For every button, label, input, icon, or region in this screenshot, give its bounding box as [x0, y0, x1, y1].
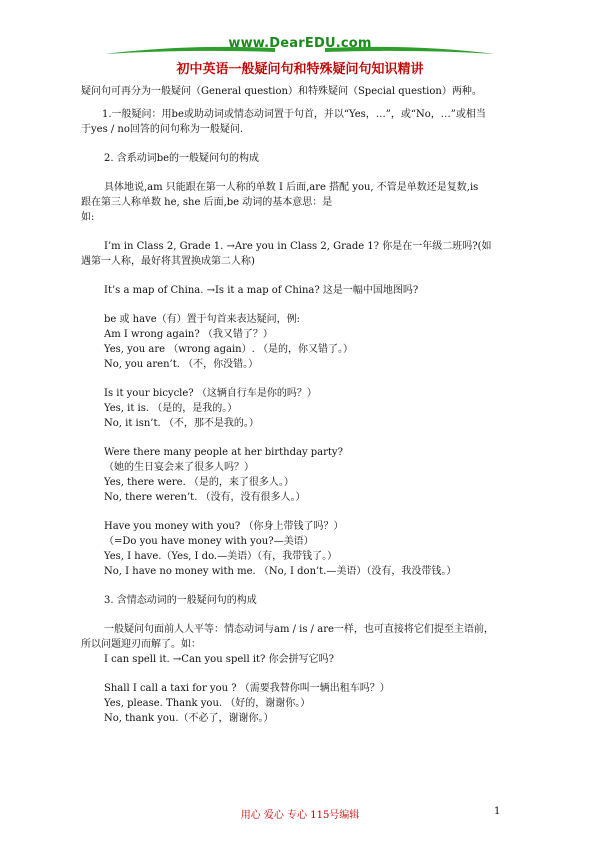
example-map: It’s a map of China. →Is it a map of China? 这是一幅中国地图吗?: [104, 285, 419, 296]
be-have-line-1: be 或 have（有）置于句首来表达疑问，例:: [104, 314, 301, 325]
section2-heading: 2. 含系动词be的一般疑问句的构成: [104, 153, 260, 164]
be-have-line-4: No, you aren’t. （不，你没错。）: [104, 359, 259, 370]
section2-explain-line-2: 跟在第三人称单数 he, she 后面,be 动词的基本意思：是: [81, 197, 333, 208]
party-line-2: （她的生日宴会来了很多人吗？）: [104, 462, 254, 473]
page-number: 1: [494, 806, 501, 817]
document-title: 初中英语一般疑问句和特殊疑问句知识精讲: [176, 62, 424, 77]
money-line-1: Have you money with you? （你身上带钱了吗？）: [104, 521, 344, 532]
taxi-line-2: Yes, please. Thank you. （好的，谢谢你。）: [104, 698, 311, 709]
be-have-line-2: Am I wrong again? （我又错了？）: [104, 329, 273, 340]
party-line-3: Yes, there were. （是的，来了很多人。）: [104, 477, 294, 488]
section3-explain-line-2: 所以问题迎刃而解了。如：: [81, 639, 201, 650]
intro-paragraph: 疑问句可再分为一般疑问（General question）和特殊疑问（Special question）两种。: [81, 86, 482, 97]
example-spell: I can spell it. →Can you spell it? 你会拼写它吗?: [104, 654, 334, 665]
money-line-2: （=Do you have money with you?—美语）: [104, 536, 314, 547]
example-class-line-2: 遇第一人称，最好将其置换成第二人称): [81, 256, 255, 267]
money-line-3: Yes, I have.（Yes, I do.—美语）（有，我带钱了。）: [104, 551, 338, 562]
party-line-4: No, there weren’t. （没有，没有很多人。）: [104, 492, 306, 503]
section3-heading: 3. 含情态动词的一般疑问句的构成: [104, 595, 257, 606]
section2-explain-line-1: 具体地说,am 只能跟在第一人称的单数 I 后面,are 搭配 you, 不管是单数还是复数,is: [104, 182, 479, 193]
money-line-4: No, I have no money with me. （No, I don’t.—美语）（没有，我没带钱。）: [104, 566, 457, 577]
taxi-line-1: Shall I call a taxi for you ? （需要我替你叫一辆出租车吗？）: [104, 683, 390, 694]
section3-explain-line-1: 一般疑问句面前人人平等：情态动词与am / is / are一样，也可直接将它们提至主语前，: [104, 624, 494, 635]
section2-explain-line-3: 如:: [81, 212, 95, 223]
bicycle-line-3: No, it isn’t. （不，那不是我的。）: [104, 418, 259, 429]
section1-line-1: 1.一般疑问：用be或助动词或情态动词置于句首，并以“Yes，…”，或“No，…”或相当: [102, 109, 486, 120]
site-url: www.DearEDU.com: [228, 36, 372, 51]
taxi-line-3: No, thank you.（不必了，谢谢你。）: [104, 713, 274, 724]
footer-text: 用心 爱心 专心 115号编辑: [240, 810, 360, 821]
bicycle-line-1: Is it your bicycle? （这辆自行车是你的吗？）: [104, 388, 317, 399]
document-body: [81, 84, 524, 726]
be-have-line-3: Yes, you are （wrong again）. （是的，你又错了。）: [104, 344, 353, 355]
party-line-1: Were there many people at her birthday party?: [104, 447, 343, 458]
section1-line-2: 于yes / no回答的问句称为一般疑问.: [81, 124, 244, 135]
bicycle-line-2: Yes, it is. （是的，是我的。）: [104, 403, 238, 414]
example-class-line-1: I’m in Class 2, Grade 1. →Are you in Class 2, Grade 1? 你是在一年级二班吗?(如: [104, 241, 492, 252]
